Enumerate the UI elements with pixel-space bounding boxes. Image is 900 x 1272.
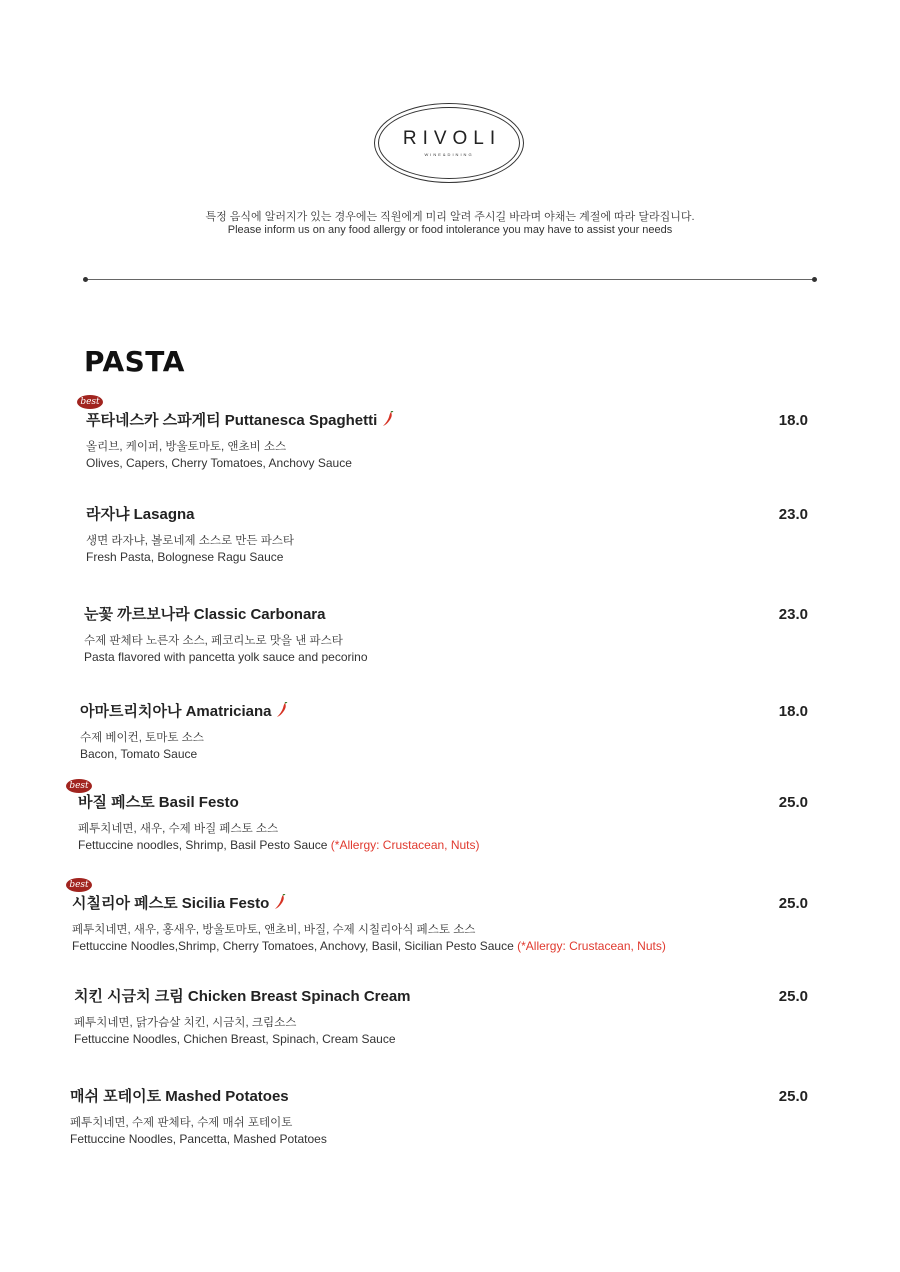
best-badge: best xyxy=(77,395,103,409)
allergy-note: (*Allergy: Crustacean, Nuts) xyxy=(330,838,480,852)
menu-item-title: 눈꽃 까르보나라 Classic Carbonara xyxy=(84,606,326,623)
rivoli-logo xyxy=(374,103,524,183)
chili-pepper-icon xyxy=(275,702,289,724)
allergy-notice-en: Please inform us on any food allergy or food intolerance you may have to assist your needs xyxy=(227,224,673,236)
menu-item-price: 18.0 xyxy=(778,703,808,720)
menu-item-ingredients: Pasta flavored with pancetta yolk sauce and pecorino xyxy=(84,650,368,664)
divider-dot-right xyxy=(812,277,817,282)
logo-tagline: WINE&DINING xyxy=(424,152,474,157)
logo-wordmark: RIVOLI xyxy=(402,128,502,149)
menu-item-price: 23.0 xyxy=(778,606,808,623)
menu-item-price: 25.0 xyxy=(778,794,808,811)
menu-item-title: 치킨 시금치 크림 Chicken Breast Spinach Cream xyxy=(74,988,411,1005)
menu-item-desc-ko: 생면 라자냐, 볼로네제 소스로 만든 파스타 xyxy=(86,535,295,547)
menu-item-ingredients: Fresh Pasta, Bolognese Ragu Sauce xyxy=(86,550,284,564)
chili-pepper-icon xyxy=(273,894,287,916)
menu-item-ingredients: Fettuccine Noodles, Chichen Breast, Spinach, Cream Sauce xyxy=(74,1032,396,1046)
menu-item-name xyxy=(70,1087,810,1107)
menu-item-title: 푸타네스카 스파게티 Puttanesca Spaghetti xyxy=(86,412,378,429)
menu-item-desc-en xyxy=(78,837,818,854)
best-badge: best xyxy=(66,779,92,793)
menu-item-desc-ko: 수제 판체타 노른자 소스, 페코리노로 맛을 낸 파스타 xyxy=(84,635,343,647)
menu-item xyxy=(70,1087,810,1148)
menu-item-desc-en xyxy=(84,649,824,666)
menu-item-title: 아마트리치아나 Amatriciana xyxy=(80,703,272,720)
menu-item xyxy=(80,702,820,763)
menu-item-name xyxy=(80,702,820,722)
menu-item-desc-ko: 수제 베이컨, 토마토 소스 xyxy=(80,732,204,744)
menu-item-name xyxy=(86,505,826,525)
menu-item xyxy=(86,505,826,566)
menu-item xyxy=(86,411,826,472)
menu-item-name xyxy=(84,605,824,625)
menu-item-title: 라자냐 Lasagna xyxy=(86,506,195,523)
menu-item-name xyxy=(72,894,812,914)
menu-item-desc-ko: 페투치네면, 닭가슴살 치킨, 시금치, 크림소스 xyxy=(74,1017,297,1029)
allergy-notice-ko: 특정 음식에 알러지가 있는 경우에는 직원에게 미리 알려 주시길 바라며 야채는 계절에 따라 달라집니다. xyxy=(205,211,695,223)
menu-item-desc-en xyxy=(86,455,826,472)
menu-item-ingredients: Fettuccine noodles, Shrimp, Basil Pesto Sauce xyxy=(78,838,331,852)
menu-item xyxy=(72,894,812,955)
menu-item xyxy=(84,605,824,666)
menu-item-price: 18.0 xyxy=(778,412,808,429)
menu-item-name xyxy=(78,793,818,813)
menu-item-name xyxy=(74,987,814,1007)
menu-item-desc-ko: 올리브, 케이퍼, 방울토마토, 앤초비 소스 xyxy=(86,441,287,453)
menu-item-desc-en xyxy=(72,938,812,955)
chili-pepper-icon xyxy=(381,411,395,433)
menu-item-price: 23.0 xyxy=(778,506,808,523)
divider-line xyxy=(86,279,814,280)
menu-item-desc-ko: 페투치네면, 새우, 수제 바질 페스토 소스 xyxy=(78,823,279,835)
menu-item-ingredients: Fettuccine Noodles, Pancetta, Mashed Potatoes xyxy=(70,1132,327,1146)
menu-item-price: 25.0 xyxy=(778,895,808,912)
best-badge: best xyxy=(66,878,92,892)
menu-item-price: 25.0 xyxy=(778,1088,808,1105)
section-title: PASTA xyxy=(84,345,185,378)
divider-dot-left xyxy=(83,277,88,282)
menu-item-name xyxy=(86,411,826,431)
menu-item-desc-en xyxy=(86,549,826,566)
menu-item-title: 매쉬 포테이토 Mashed Potatoes xyxy=(70,1088,289,1105)
menu-item-desc-ko: 페투치네면, 수제 판체타, 수제 매쉬 포테이토 xyxy=(70,1117,293,1129)
menu-item xyxy=(74,987,814,1048)
menu-item-desc-en xyxy=(74,1031,814,1048)
menu-item-ingredients: Olives, Capers, Cherry Tomatoes, Anchovy Sauce xyxy=(86,456,352,470)
menu-item-title: 시칠리아 페스토 Sicilia Festo xyxy=(72,895,270,912)
menu-item-desc-en xyxy=(70,1131,810,1148)
menu-item-price: 25.0 xyxy=(778,988,808,1005)
allergy-note: (*Allergy: Crustacean, Nuts) xyxy=(517,939,666,953)
menu-item-title: 바질 페스토 Basil Festo xyxy=(78,794,239,811)
menu-item xyxy=(78,793,818,854)
menu-item-ingredients: Bacon, Tomato Sauce xyxy=(80,747,198,761)
menu-item-desc-ko: 페투치네면, 새우, 홍새우, 방울토마토, 앤초비, 바질, 수제 시칠리아식 페스토 소스 xyxy=(72,924,476,936)
menu-item-ingredients: Fettuccine Noodles,Shrimp, Cherry Tomatoes, Anchovy, Basil, Sicilian Pesto Sauce xyxy=(72,939,518,953)
menu-item-desc-en xyxy=(80,746,820,763)
